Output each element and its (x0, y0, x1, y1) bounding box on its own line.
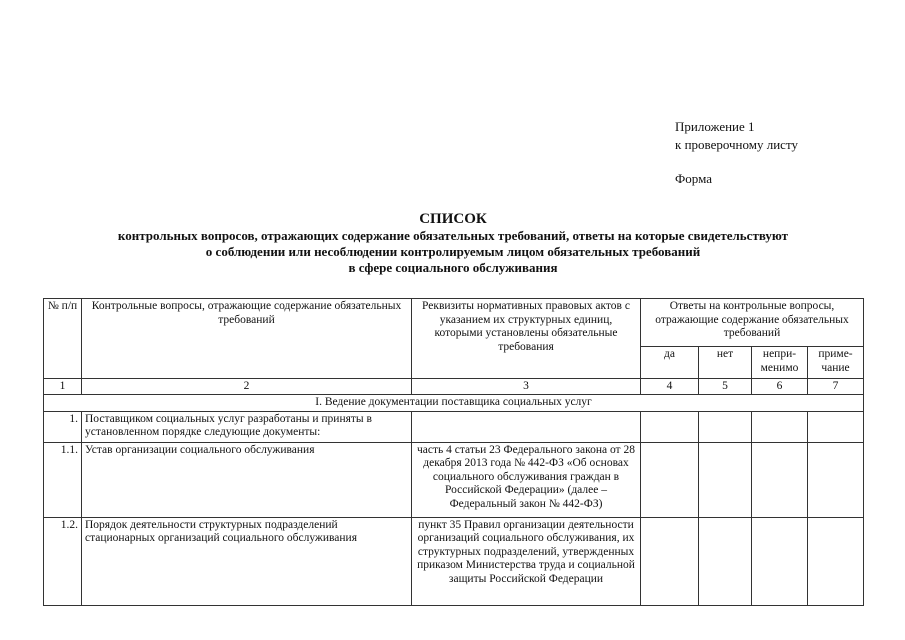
row-question: Поставщиком социальных услуг разработаны и приняты в установленном порядке следующие документы: (82, 411, 412, 442)
answer-note-cell[interactable] (808, 442, 864, 517)
title-line-2: о соблюдении или несоблюдении контролируемым лицом обязательных требований (205, 244, 701, 259)
answer-no-cell[interactable] (699, 442, 752, 517)
row-requisite: пункт 35 Правил организации деятельности организаций социального обслуживания, их структурных подразделений, утвержденных приказом Министерства труда и социальной защиты Российской Федерации (412, 517, 641, 605)
appendix-block (675, 118, 798, 188)
answer-no-cell[interactable] (699, 411, 752, 442)
header-num: № п/п (44, 299, 82, 379)
column-number: 5 (699, 379, 752, 395)
header-note: приме-чание (808, 347, 864, 379)
appendix-line-2: к проверочному листу (675, 137, 798, 152)
answer-na-cell[interactable] (752, 517, 808, 605)
row-number: 1.1. (44, 442, 82, 517)
row-requisite (412, 411, 641, 442)
table-row (44, 517, 864, 605)
row-number: 1. (44, 411, 82, 442)
row-number: 1.2. (44, 517, 82, 605)
header-no: нет (699, 347, 752, 379)
table-row (44, 442, 864, 517)
header-row-1 (44, 299, 864, 347)
answer-yes-cell[interactable] (641, 442, 699, 517)
section-title: I. Ведение документации поставщика социальных услуг (44, 395, 864, 412)
answer-na-cell[interactable] (752, 442, 808, 517)
document-heading (40, 210, 866, 276)
column-number: 2 (82, 379, 412, 395)
column-number: 4 (641, 379, 699, 395)
header-answers: Ответы на контрольные вопросы, отражающие содержание обязательных требований (641, 299, 864, 347)
header-questions: Контрольные вопросы, отражающие содержание обязательных требований (82, 299, 412, 379)
section-row (44, 395, 864, 412)
row-question: Устав организации социального обслуживания (82, 442, 412, 517)
row-requisite: часть 4 статьи 23 Федерального закона от 28 декабря 2013 года № 442-ФЗ «Об основах социального обслуживания граждан в Российской Федерации» (далее – Федеральный закон № 442-ФЗ) (412, 442, 641, 517)
column-number-row (44, 379, 864, 395)
column-number: 7 (808, 379, 864, 395)
title-line-3: в сфере социального обслуживания (348, 260, 558, 275)
document-title: СПИСОК (419, 211, 487, 227)
answer-na-cell[interactable] (752, 411, 808, 442)
answer-yes-cell[interactable] (641, 411, 699, 442)
answer-note-cell[interactable] (808, 411, 864, 442)
header-yes: да (641, 347, 699, 379)
table-row (44, 411, 864, 442)
answer-no-cell[interactable] (699, 517, 752, 605)
checklist-table (43, 298, 864, 606)
column-number: 3 (412, 379, 641, 395)
column-number: 1 (44, 379, 82, 395)
answer-yes-cell[interactable] (641, 517, 699, 605)
appendix-line-1: Приложение 1 (675, 119, 755, 134)
row-question: Порядок деятельности структурных подразделений стационарных организаций социального обслуживания (82, 517, 412, 605)
header-not-applicable: непри-менимо (752, 347, 808, 379)
column-number: 6 (752, 379, 808, 395)
answer-note-cell[interactable] (808, 517, 864, 605)
header-requisites: Реквизиты нормативных правовых актов с указанием их структурных единиц, которыми установлены обязательные требования (412, 299, 641, 379)
title-line-1: контрольных вопросов, отражающих содержание обязательных требований, ответы на которые свидетельствуют (117, 228, 789, 243)
form-label: Форма (675, 171, 712, 186)
